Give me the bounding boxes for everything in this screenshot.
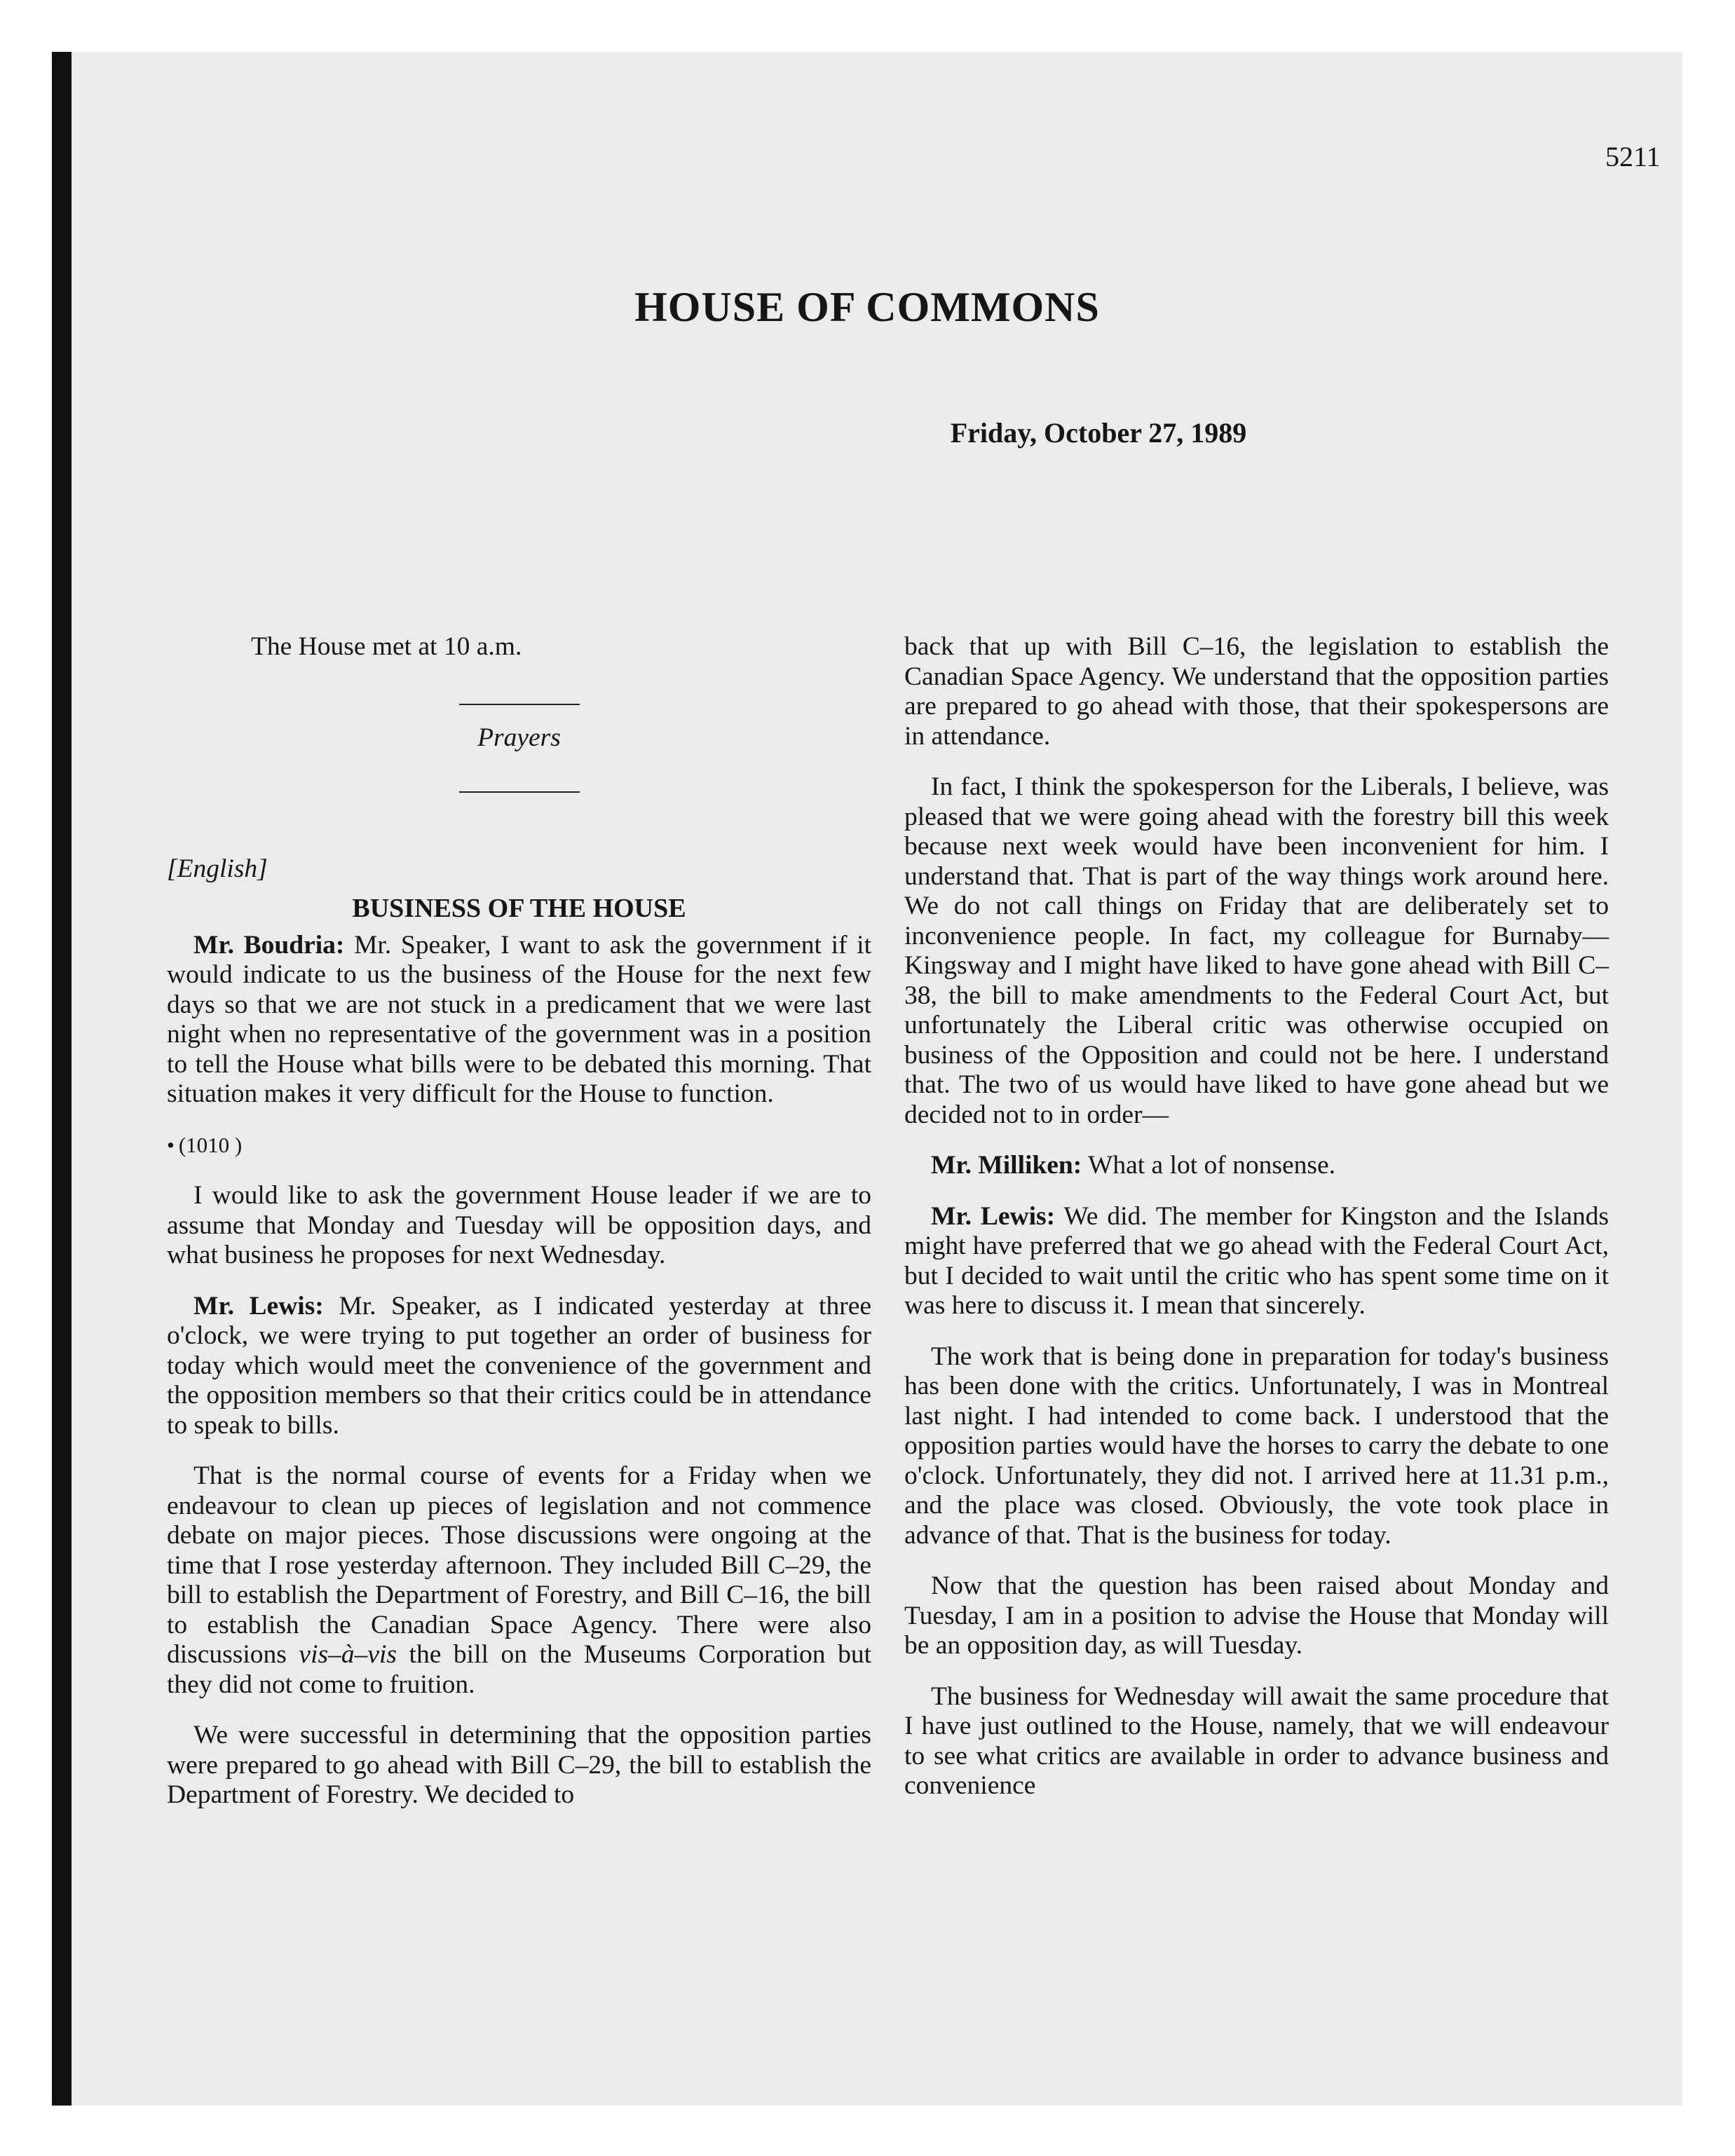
- timestamp: [167, 1131, 871, 1161]
- scanned-page: [52, 52, 1682, 2106]
- left-column: [167, 632, 871, 1831]
- section-heading: BUSINESS OF THE HOUSE: [352, 894, 686, 923]
- paragraph: The business for Wednesday will await the same procedure that I have just outlined to the House, namely, that we will endeavour to see what critics are available in order to advance business and convenience: [904, 1681, 1609, 1800]
- binding-edge: [52, 52, 72, 2106]
- speech-text: That is the normal course of events for a Friday when we endeavour to clean up pieces of legislation and not commence debate on major pieces. Those discussions were ongoing at the time that I rose yesterday afternoon. They included Bill C–29, the bill to establish the Department of Forestry, and Bill C–16, the bill to establish the Canadian Space Agency. There were also discussions: [167, 1461, 871, 1669]
- speech-text: Mr. Speaker, as I indicated yesterday at three o'clock, we were trying to put together an order of business for today which would meet the convenience of the government and the opposition members so that their critics could be in attendance to speak to bills.: [167, 1291, 871, 1440]
- paragraph: We were successful in determining that the opposition parties were prepared to go ahead with Bill C–29, the bill to establish the Department of Forestry. We decided to: [167, 1721, 871, 1809]
- divider-rule: [459, 791, 580, 793]
- paragraph: In fact, I think the spokesperson for the Liberals, I believe, was pleased that we were going ahead with the forestry bill this week because next week would have been inconvenient for him. I understand that. That is part of the way things work around here. We do not call things on Friday that are deliberately set to inconvenience people. In fact, my colleague for Burnaby—Kingsway and I might have liked to have gone ahead with Bill C–38, the bill to make amendments to the Federal Court Act, but unfortunately the Liberal critic was otherwise occupied on business of the Opposition and could not be here. I understand that. The two of us would have liked to have gone ahead but we decided not to in order—: [904, 772, 1609, 1129]
- paragraph: The work that is being done in preparation for today's business has been done with the critics. Unfortunately, I was in Montreal last night. I had intended to come back. I understood that the opposition parties would have the horses to carry the debate to one o'clock. Unfortunately, they did not. I arrived here at 11.31 p.m., and the place was closed. Obviously, the vote took place in advance of that. That is the business for today.: [904, 1342, 1609, 1550]
- paragraph: back that up with Bill C–16, the legislation to establish the Canadian Space Agency. We understand that the opposition parties are prepared to go ahead with those, that their spokespersons are in attendance.: [904, 632, 1609, 751]
- paragraph: [904, 1151, 1609, 1181]
- speaker-name: Mr. Boudria:: [193, 930, 345, 960]
- paragraph: [167, 1292, 871, 1441]
- right-column: [904, 632, 1609, 1822]
- speech-text: What a lot of nonsense.: [1082, 1151, 1335, 1180]
- speech-text: Mr. Speaker, I want to ask the government if it would indicate to us the business of the House for the next few days so that we are not stuck in a predicament that we were last night when no representative of the government was in a position to tell the House what bills were to be debated this morning. That situation makes it very difficult for the House to function.: [167, 930, 871, 1108]
- paragraph: [167, 931, 871, 1110]
- speech-text: We did. The member for Kingston and the Islands might have preferred that we go ahead with the Federal Court Act, but I decided to wait until the critic who has spent some time on it was here to discuss it. I mean that sincerely.: [904, 1201, 1609, 1320]
- page-title: HOUSE OF COMMONS: [634, 284, 1100, 330]
- divider-rule: [459, 704, 580, 705]
- paragraph: I would like to ask the government House leader if we are to assume that Monday and Tuesday will be opposition days, and what business he proposes for next Wednesday.: [167, 1181, 871, 1269]
- speaker-name: Mr. Lewis:: [193, 1291, 324, 1321]
- speaker-name: Mr. Lewis:: [931, 1201, 1056, 1231]
- paragraph: [904, 1202, 1609, 1321]
- prayers-heading: Prayers: [477, 723, 561, 752]
- page-number: 5211: [1605, 141, 1661, 172]
- timestamp-text: (1010 ): [178, 1132, 243, 1157]
- sitting-date: Friday, October 27, 1989: [950, 417, 1247, 449]
- language-marker: [English]: [167, 854, 268, 883]
- bullet-icon: •: [167, 1132, 175, 1157]
- paragraph: [167, 1461, 871, 1700]
- opening-line: The House met at 10 a.m.: [251, 632, 522, 661]
- speaker-name: Mr. Milliken:: [931, 1151, 1082, 1180]
- paragraph: Now that the question has been raised about Monday and Tuesday, I am in a position to advise the House that Monday will be an opposition day, as will Tuesday.: [904, 1571, 1609, 1660]
- speech-text: the bill on the Museums Corporation but they did not come to fruition.: [167, 1640, 871, 1699]
- italic-phrase: vis–à–vis: [299, 1640, 397, 1669]
